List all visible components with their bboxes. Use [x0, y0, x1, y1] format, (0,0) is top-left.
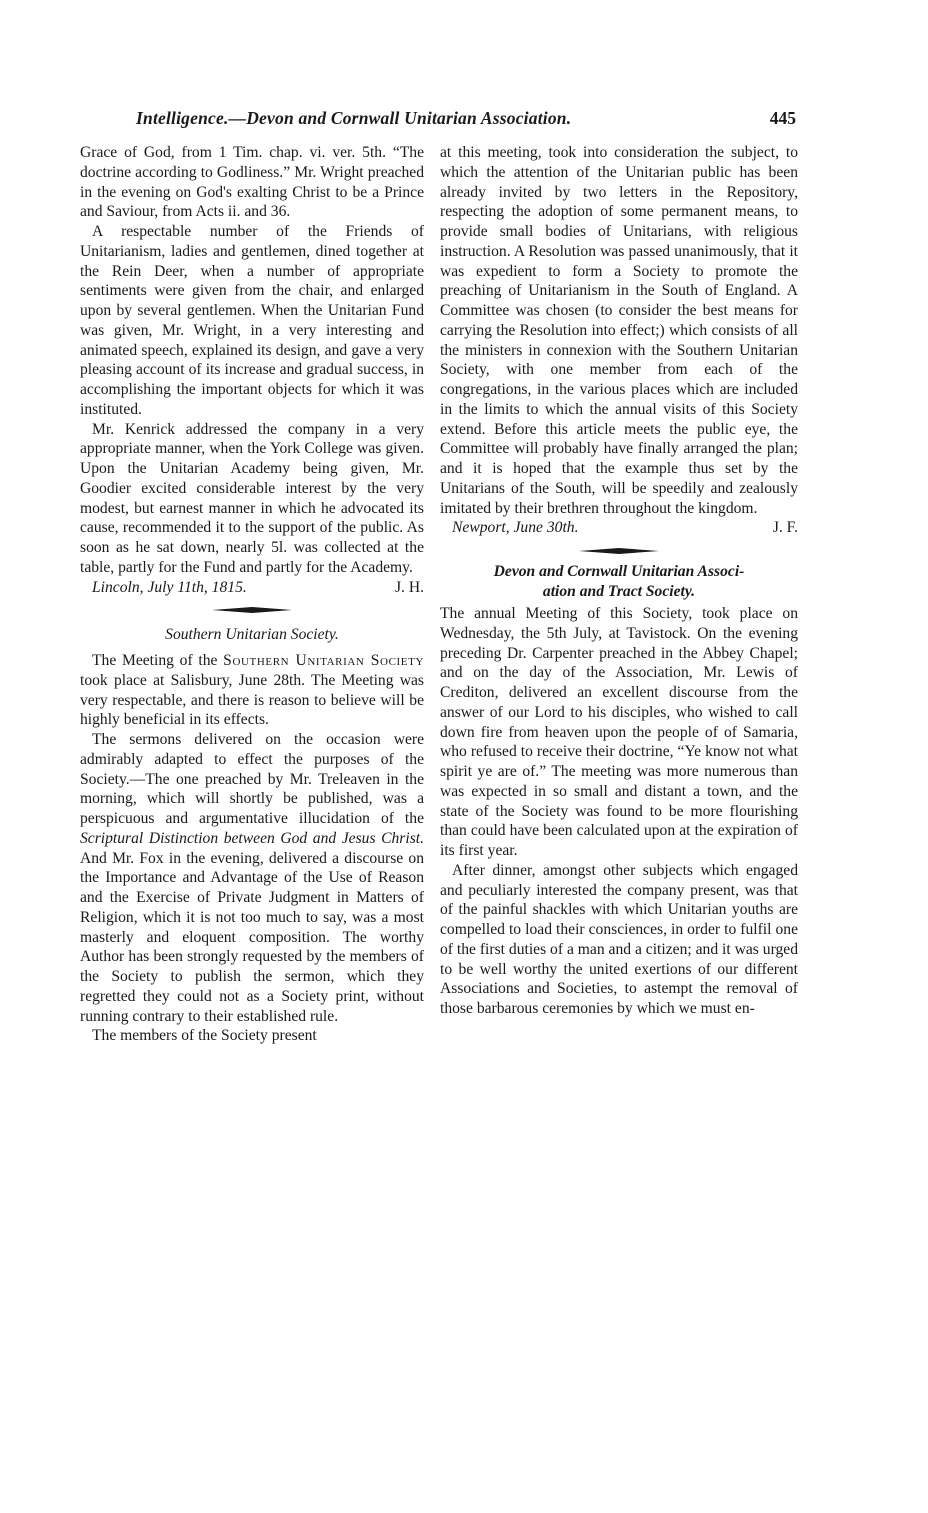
section-title — [440, 562, 798, 602]
running-title: Intelligence.—Devon and Cornwall Unitarian Association. — [136, 108, 572, 128]
page-number: 445 — [769, 108, 796, 128]
signature-initials: J. H. — [394, 578, 424, 596]
text-run: And Mr. Fox in the evening, delivered a discourse on the Importance and Advantage of the Use of Reason and the Exercise of Private Judgment in Matters of Religion, which it is not too much to say, was a most masterly and eloquent composition. The worthy Author has been strongly requested by the members of the Society to publish the sermon, which they regretted they could not as a Society print, without running contrary to their established rule. — [80, 849, 424, 1025]
society-name: Southern Unitarian Society — [223, 652, 424, 669]
signature-place-date: Lincoln, July 11th, 1815. — [92, 578, 247, 596]
section-title: Southern Unitarian Society. — [165, 626, 339, 644]
right-column — [440, 143, 798, 1019]
signature-initials: J. F. — [772, 519, 798, 537]
left-column — [80, 143, 424, 1046]
paragraph — [80, 651, 424, 730]
signature-place-date: Newport, June 30th. — [452, 519, 579, 537]
text-run: The sermons delivered on the occasion were admirably adapted to effect the purposes of the Society.—The one preached by Mr. Treleaven in the morning, which will shortly be published, was a perspicuous and argumentative illucidation of the — [80, 731, 424, 827]
paragraph: Grace of God, from 1 Tim. chap. vi. ver. 5th. “The doctrine according to Godliness.” Mr. Wright preached in the evening on God's exalting Christ to be a Prince and Saviour, from Acts ii. and 36. — [80, 144, 424, 221]
paragraph: Mr. Kenrick addressed the company in a very appropriate manner, when the York College was given. Upon the Unitarian Academy being given, Mr. Goodier excited considerable interest by the very modest, but earnest manner in which he advocated its cause, recommended it to the support of the public. As soon as he sat down, nearly 5l. was collected at the table, partly for the Fund and partly for the Academy. — [80, 420, 424, 576]
section-divider — [440, 544, 798, 558]
emphasis-title: Scriptural Distinction between God and Jesus Christ. — [80, 829, 424, 847]
section-title-line: Devon and Cornwall Unitarian Associ- — [493, 563, 745, 580]
paragraph: A respectable number of the Friends of Unitarianism, ladies and gentlemen, dined together at the Rein Deer, when a number of appropriate sentiments were given from the chair, and enlarged upon by several gentlemen. When the Unitarian Fund was given, Mr. Wright, in a very interesting and animated speech, explained its design, and gave a very pleasing account of its increase and gradual success, in accomplishing the important objects for which it was instituted. — [80, 223, 424, 418]
text-run: The Meeting of the — [92, 652, 218, 669]
signature-line — [440, 518, 798, 538]
paragraph: The members of the Society present — [92, 1027, 317, 1045]
paragraph: After dinner, amongst other subjects which engaged and peculiarly interested the company present, was that of the painful shackles with which Unitarian youths are compelled to load their consciences, in order to fulfil one of the first duties of a man and a citizen; and it was urged to be well worthy the united exertions of our different Associations and Societies, to astempt the removal of those barbarous ceremonies by which we must en- — [440, 861, 798, 1017]
signature-line — [80, 578, 424, 598]
paragraph: at this meeting, took into consideration the subject, to which the attention of the Unitarian public has been already invited by two letters in the Repository, respecting the adoption of some permanent means, to provide small bodies of Unitarians, with religious instruction. A Resolution was passed unanimously, that it was expedient to form a Society to promote the preaching of Unitarianism in the South of England. A Committee was chosen (to consider the best means for carrying the Resolution into effect;) which consists of all the ministers in connexion with the Southern Unitarian Society, with one member from each of the congregations, in the various places which are included in the limits to which the annual visits of this Society extend. Before this article meets the public eye, the Committee will probably have finally arranged the plan; and it is hoped that the example thus set by the Unitarians of the South, will be speedily and zealously imitated by their brethren throughout the kingdom. — [440, 144, 798, 517]
section-divider — [80, 603, 424, 617]
text-run: took place at Salisbury, June 28th. The Meeting was very respectable, and there is reason to believe will be highly beneficial in its effects. — [80, 671, 424, 729]
paragraph: The annual Meeting of this Society, took place on Wednesday, the 5th July, at Tavistock. On the evening preceding Dr. Carpenter preached in the Abbey Chapel; and on the day of the Association, Mr. Lewis of Crediton, delivered an excellent discourse from the answer of our Lord to his disciples, who wished to call down fire from heaven upon the people of of Samaria, who refused to receive their doctrine, “Ye know not what spirit ye are of.” The meeting was more numerous than was expected in so small and distant a town, and the state of the Society was found to be more flourishing than could have been calculated upon at the expiration of its first year. — [440, 605, 798, 859]
divider-ornament-icon — [212, 605, 292, 615]
divider-ornament-icon — [579, 546, 659, 556]
running-head — [76, 108, 796, 138]
section-title-line: ation and Tract Society. — [542, 583, 696, 600]
paragraph — [80, 730, 424, 1026]
